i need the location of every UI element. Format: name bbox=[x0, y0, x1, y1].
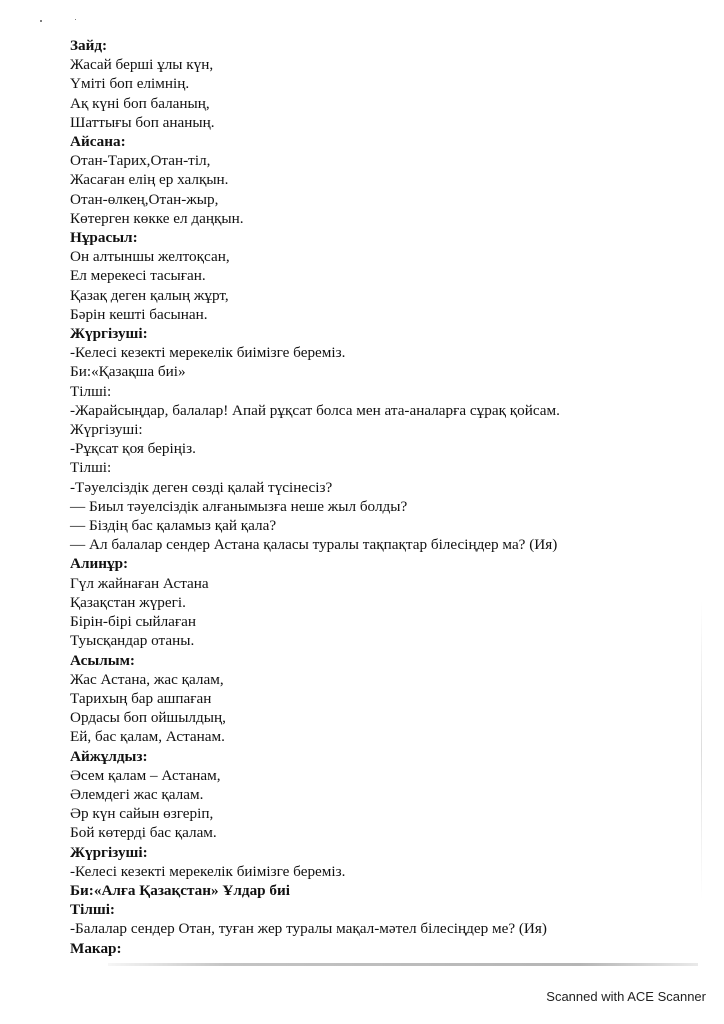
text-line: -Келесі кезекті мерекелік биімізге береміз. bbox=[70, 344, 346, 362]
text-line: Әр күн сайын өзгеріп, bbox=[70, 805, 214, 823]
text-line: Көтерген көкке ел даңқын. bbox=[70, 209, 244, 227]
speaker-name: Айсана: bbox=[70, 133, 126, 151]
text-line: Тарихың бар ашпаған bbox=[70, 689, 212, 707]
text-line: Бәрін кешті басынан. bbox=[70, 305, 208, 323]
speaker-name: Нұрасыл: bbox=[70, 229, 138, 247]
text-line: Жасаған елің ер халқын. bbox=[70, 171, 229, 189]
text-line: Гүл жайнаған Астана bbox=[70, 574, 209, 592]
text-line: Әлемдегі жас қалам. bbox=[70, 785, 204, 803]
text-line: Үміті боп елімнің. bbox=[70, 75, 190, 93]
text-line: Қазақ деген қалың жұрт, bbox=[70, 286, 229, 304]
text-line: Шаттығы боп ананың. bbox=[70, 113, 215, 131]
text-line: Он алтыншы желтоқсан, bbox=[70, 248, 230, 266]
text-line: -Жарайсыңдар, балалар! Апай рұқсат болса мен ата-аналарға сұрақ қойсам. bbox=[70, 401, 560, 419]
text-line: Ордасы боп ойшылдың, bbox=[70, 709, 226, 727]
text-line: -Балалар сендер Отан, туған жер туралы мақал-мәтел білесіңдер ме? (Ия) bbox=[70, 920, 547, 938]
text-line: -Тәуелсіздік деген сөзді қалай түсінесіз? bbox=[70, 478, 333, 496]
text-line: Туысқандар отаны. bbox=[70, 632, 195, 650]
text-line: Қазақстан жүрегі. bbox=[70, 593, 186, 611]
text-line: Жасай берші ұлы күн, bbox=[70, 56, 214, 74]
speaker-name: Би:«Алға Қазақстан» Ұлдар биі bbox=[70, 881, 290, 899]
speaker-name: Алинұр: bbox=[70, 555, 129, 573]
page-bottom-edge bbox=[108, 963, 698, 966]
scanner-watermark: Scanned with ACE Scanner bbox=[546, 989, 706, 1004]
speaker-name: Зайд: bbox=[70, 37, 108, 54]
text-line: Отан-Тарих,Отан-тіл, bbox=[70, 152, 211, 170]
text-line: Ей, бас қалам, Астанам. bbox=[70, 728, 225, 746]
text-line: Бой көтерді бас қалам. bbox=[70, 824, 217, 842]
text-line: Тілші: bbox=[70, 459, 112, 477]
text-line: — Біздің бас қаламыз қай қала? bbox=[70, 517, 277, 535]
text-line: Жүргізуші: bbox=[70, 421, 143, 439]
text-line: Жас Астана, жас қалам, bbox=[70, 670, 224, 688]
scan-speck bbox=[40, 20, 42, 22]
scan-speck bbox=[75, 19, 76, 20]
speaker-name: Тілші: bbox=[70, 901, 115, 919]
speaker-name: Жүргізуші: bbox=[70, 325, 148, 343]
speaker-name: Асылым: bbox=[70, 651, 135, 669]
speaker-name: Айжұлдыз: bbox=[70, 747, 148, 765]
speaker-name: Макар: bbox=[70, 939, 122, 957]
text-line: — Ал балалар сендер Астана қаласы туралы тақпақтар білесіңдер ма? (Ия) bbox=[70, 536, 558, 554]
text-line: — Биыл тәуелсіздік алғанымызға неше жыл болды? bbox=[70, 497, 408, 515]
text-line: -Рұқсат қоя беріңіз. bbox=[70, 440, 196, 458]
text-line: Ақ күні боп баланың, bbox=[70, 94, 210, 112]
text-line: Тілші: bbox=[70, 382, 112, 400]
text-line: -Келесі кезекті мерекелік биімізге береміз. bbox=[70, 862, 346, 880]
text-line: Әсем қалам – Астанам, bbox=[70, 766, 221, 784]
text-line: Ел мерекесі тасыған. bbox=[70, 267, 206, 285]
speaker-name: Жүргізуші: bbox=[70, 843, 148, 861]
text-line: Бірін-бірі сыйлаған bbox=[70, 613, 196, 631]
text-line: Отан-өлкең,Отан-жыр, bbox=[70, 190, 219, 208]
text-line: Би:«Қазақша биі» bbox=[70, 363, 186, 381]
script-document bbox=[70, 36, 680, 958]
page-edge-shadow bbox=[701, 600, 702, 900]
